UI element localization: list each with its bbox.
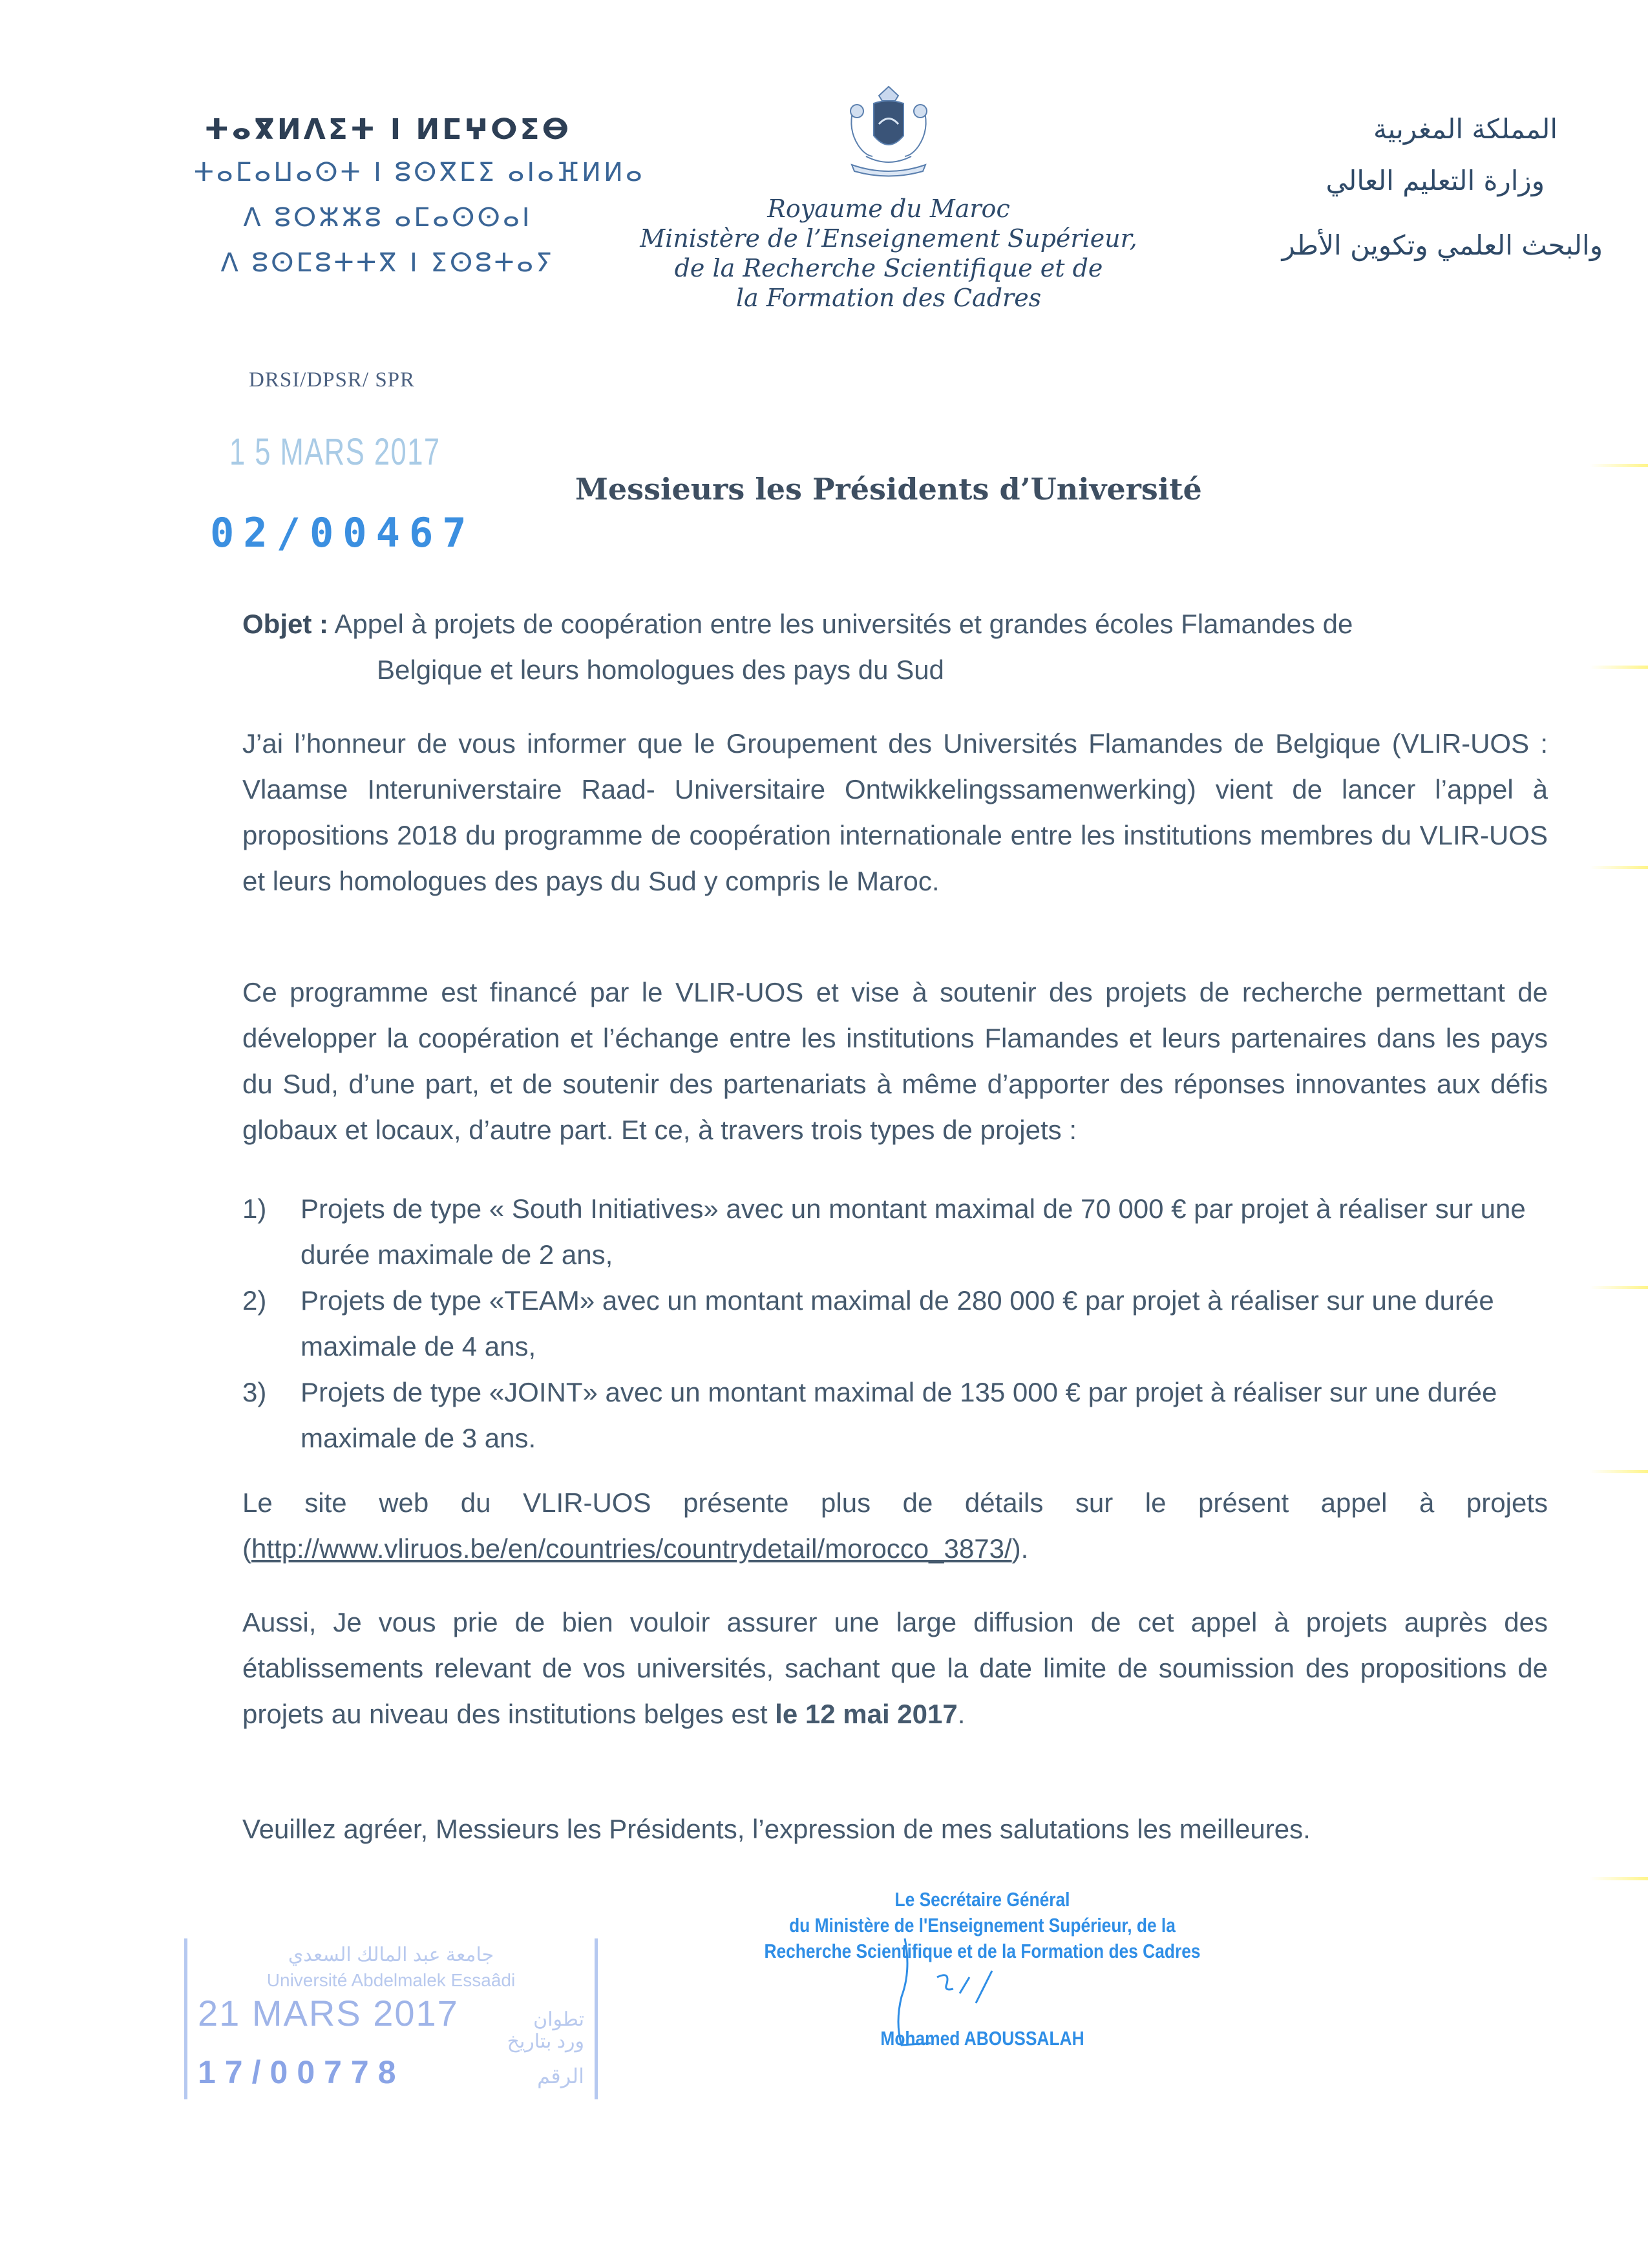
paragraph-closing: Veuillez agréer, Messieurs les Présidents, l’expression de mes salutations les meilleures. [242, 1814, 1311, 1844]
project-types-list [242, 1186, 1548, 1461]
deadline-text: Aussi, Je vous prie de bien vouloir assurer une large diffusion de cet appel à projets auprès des établissements relevant de vos universités, sachant que la date limite de soumission des propositions de projets au niveau des institutions belges est [242, 1607, 1548, 1729]
reference-code: DRSI/DPSR/ SPR [249, 368, 416, 392]
arabic-kingdom: المملكة المغربية [1373, 113, 1558, 145]
list-item-number: 2) [242, 1285, 267, 1316]
scan-mark [1590, 1470, 1648, 1473]
subject-block [242, 601, 1548, 693]
list-item-text: Projets de type « South Initiatives» avec un montant maximal de 70 000 € par projet à réaliser sur une durée maximale de 2 ans, [301, 1193, 1526, 1270]
reception-stamp-university-fr: Université Abdelmalek Essaâdi [266, 1970, 516, 1990]
scan-mark [1590, 1877, 1648, 1880]
kingdom-name: Royaume du Maroc [767, 194, 1010, 223]
list-item-text: Projets de type «TEAM» avec un montant maximal de 280 000 € par projet à réaliser sur une durée maximale de 4 ans, [301, 1285, 1494, 1361]
arabic-ministry-line1: وزارة التعليم العالي [1326, 165, 1545, 196]
scan-mark [1590, 866, 1648, 869]
french-header [614, 194, 1163, 313]
reception-stamp-received-label: ورد بتاريخ [507, 2031, 584, 2052]
addressee: Messieurs les Présidents d’Université [575, 472, 1202, 507]
signature-title-line1: Le Secrétaire Général [894, 1888, 1070, 1911]
registration-number-stamp: 02/00467 [210, 509, 476, 556]
tifinagh-ministry-line2: ⴷ ⵓⵔⵣⵣⵓ ⴰⵎⴰⵙⵙⴰⵏ [243, 203, 533, 233]
list-item [242, 1186, 1548, 1277]
paragraph-deadline [242, 1599, 1548, 1737]
date-stamp: 1 5 MARS 2017 [229, 431, 441, 473]
website-text-end: ). [1011, 1533, 1029, 1564]
tifinagh-kingdom: ⵜⴰⴳⵍⴷⵉⵜ ⵏ ⵍⵎⵖⵔⵉⴱ [204, 113, 571, 146]
reception-stamp-university-ar: جامعة عبد المالك السعدي [288, 1944, 494, 1966]
ministry-name-line3: la Formation des Cadres [735, 284, 1042, 312]
reception-stamp-number-label: الرقم [537, 2064, 584, 2088]
reception-stamp-city: تطوان [533, 2009, 584, 2030]
subject-line2: Belgique et leurs homologues des pays du Sud [377, 655, 944, 685]
list-item-number: 3) [242, 1377, 267, 1407]
subject-line1: Appel à projets de coopération entre les universités et grandes écoles Flamandes de [334, 609, 1353, 639]
paragraph-website [242, 1480, 1548, 1571]
ministry-name-line2: de la Recherche Scientifique et de [674, 254, 1103, 282]
signatory-name: Mohamed ABOUSSALAH [880, 2027, 1084, 2050]
scan-mark [1590, 666, 1648, 669]
coat-of-arms-icon [834, 84, 944, 181]
reception-stamp [184, 1938, 598, 2099]
list-item [242, 1277, 1548, 1369]
list-item [242, 1369, 1548, 1461]
scan-mark [1590, 1286, 1648, 1289]
signature-title-line3: Recherche Scientifique et de la Formation des Cadres [764, 1940, 1201, 1962]
paragraph-intro: J’ai l’honneur de vous informer que le Groupement des Universités Flamandes de Belgique (VLIR-UOS : Vlaamse Interuniverstaire Raad- Universitaire Ontwikkelingssamenwerking) vient de lancer l’appel à propositions 2018 du programme de coopération internationale entre les institutions membres du VLIR-UOS et leurs homologues des pays du Sud y compris le Maroc. [242, 728, 1548, 896]
paragraph-program: Ce programme est financé par le VLIR-UOS et vise à soutenir des projets de recherche permettant de développer la coopération et l’échange entre les institutions Flamandes et leurs partenaires dans les pays du Sud, d’une part, et de soutenir des partenariats à même d’apporter des réponses innovantes aux défis globaux et locaux, d’autre part. Et ce, à travers trois types de projets : [242, 977, 1548, 1145]
tifinagh-ministry-line1: ⵜⴰⵎⴰⵡⴰⵙⵜ ⵏ ⵓⵙⴳⵎⵉ ⴰⵏⴰⴼⵍⵍⴰ [194, 158, 645, 187]
reception-stamp-date: 21 MARS 2017 [198, 1993, 459, 2033]
website-link[interactable]: http://www.vliruos.be/en/countries/countrydetail/morocco_3873/ [251, 1533, 1012, 1564]
deadline-end: . [957, 1699, 966, 1729]
tifinagh-ministry-line3: ⴷ ⵓⵙⵎⵓⵜⵜⴳ ⵏ ⵉⵙⵓⵜⴰⵢ [220, 248, 555, 278]
scan-mark [1590, 464, 1648, 467]
ministry-name-line1: Ministère de l’Enseignement Supérieur, [640, 224, 1137, 253]
website-text: Le site web du VLIR-UOS présente plus de détails sur le présent appel à projets ( [242, 1487, 1548, 1564]
list-item-number: 1) [242, 1193, 267, 1224]
arabic-ministry-line2: والبحث العلمي وتكوين الأطر [1282, 229, 1603, 261]
reception-stamp-number: 17/00778 [198, 2054, 405, 2090]
signature-title-line2: du Ministère de l'Enseignement Supérieur, de la [789, 1914, 1176, 1937]
subject-label: Objet : [242, 609, 328, 639]
deadline-date: le 12 mai 2017 [775, 1699, 958, 1729]
tifinagh-header [194, 110, 645, 286]
list-item-text: Projets de type «JOINT» avec un montant maximal de 135 000 € par projet à réaliser sur une durée maximale de 3 ans. [301, 1377, 1497, 1453]
